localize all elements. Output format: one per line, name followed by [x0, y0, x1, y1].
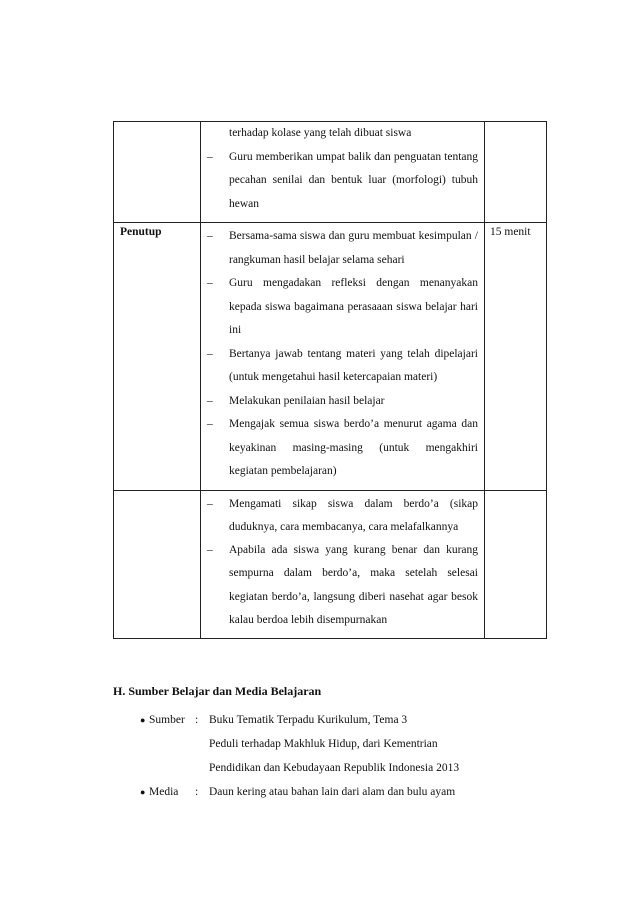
table-row — [114, 490, 547, 639]
activity-text: Apabila ada siswa yang kurang benar dan kurang sempurna dalam berdo’a, maka setelah selesai kegiatan berdo’a, langsung diberi nasehat agar besok kalau berdoa lebih disempurnakan — [229, 544, 478, 626]
table-row — [114, 122, 547, 223]
activity-list — [201, 491, 484, 639]
dash-marker: – — [207, 230, 213, 242]
resource-list — [113, 708, 553, 804]
activity-text: terhadap kolase yang telah dibuat siswa — [229, 127, 412, 139]
dash-marker: – — [207, 150, 213, 163]
phase-cell — [114, 223, 201, 491]
duration-cell — [485, 223, 547, 491]
list-item — [207, 146, 478, 217]
activity-text: Guru mengadakan refleksi dengan menanyakan kepada siswa bagaimana perasaaan siswa belajar hari ini — [229, 277, 478, 336]
phase-cell — [114, 490, 201, 639]
bullet-icon: ● — [140, 715, 146, 725]
list-item — [207, 272, 478, 343]
activity-text: Bersama-sama siswa dan guru membuat kesimpulan / rangkuman hasil belajar selama sehari — [229, 230, 478, 266]
section-heading: H. Sumber Belajar dan Media Belajaran — [113, 684, 322, 698]
list-item — [113, 708, 553, 780]
activity-text: Bertanya jawab tentang materi yang telah dipelajari (untuk mengetahui hasil ketercapaian materi) — [229, 347, 478, 383]
duration-label: 15 menit — [490, 226, 531, 238]
resource-label: Media — [149, 786, 179, 798]
duration-label — [485, 491, 546, 494]
dash-marker: – — [207, 394, 213, 407]
resource-separator: : — [195, 786, 199, 798]
list-item — [113, 780, 553, 804]
resource-text: Pendidikan dan Kebudayaan Republik Indonesia 2013 — [209, 762, 460, 774]
phase-label: Penutup — [120, 226, 162, 238]
lesson-activity-table — [113, 121, 547, 639]
activity-list — [201, 223, 484, 490]
resource-label: Sumber — [149, 714, 185, 726]
list-item — [207, 225, 478, 272]
dash-marker: – — [207, 418, 213, 430]
dash-marker: – — [207, 277, 213, 289]
activity-text: Melakukan penilaian hasil belajar — [229, 394, 385, 407]
list-item — [207, 122, 478, 146]
activity-text: Mengajak semua siswa berdo’a menurut agama dan keyakinan masing-masing (untuk mengakhiri kegiatan pembelajaran) — [229, 418, 478, 477]
resource-text: Buku Tematik Terpadu Kurikulum, Tema 3 — [209, 714, 408, 726]
duration-cell — [485, 122, 547, 223]
list-item — [207, 493, 478, 540]
bullet-icon: ● — [140, 787, 146, 797]
resource-text: Peduli terhadap Makhluk Hidup, dari Kementrian — [209, 738, 438, 750]
list-item — [207, 539, 478, 632]
activities-cell — [201, 122, 485, 223]
phase-label — [114, 491, 200, 494]
dash-marker: – — [207, 347, 213, 360]
activity-text: Guru memberikan umpat balik dan penguatan tentang pecahan senilai dan bentuk luar (morfologi) tubuh hewan — [229, 150, 478, 210]
activity-text: Mengamati sikap siswa dalam berdo’a (sikap duduknya, cara membacanya, cara melafalkannya — [229, 497, 478, 533]
dash-marker: – — [207, 544, 213, 557]
activity-list — [201, 122, 484, 222]
activities-cell — [201, 490, 485, 639]
resource-separator: : — [195, 714, 199, 726]
activities-cell — [201, 223, 485, 491]
phase-cell — [114, 122, 201, 223]
duration-cell — [485, 490, 547, 639]
list-item — [207, 390, 478, 414]
dash-marker: – — [207, 497, 213, 510]
table-row — [114, 223, 547, 491]
list-item — [207, 413, 478, 484]
phase-label — [114, 122, 200, 125]
duration-label — [485, 122, 546, 125]
resource-text: Daun kering atau bahan lain dari alam dan bulu ayam — [209, 786, 456, 798]
list-item — [207, 343, 478, 390]
